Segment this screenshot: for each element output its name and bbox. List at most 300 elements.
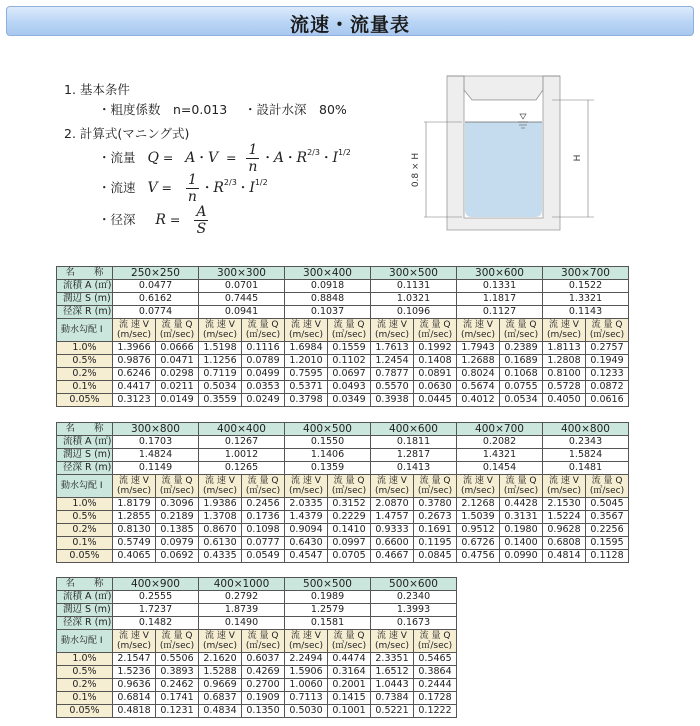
flow-value: 0.3131 xyxy=(500,511,543,524)
velocity-label: 流 速 V xyxy=(205,320,235,330)
flow-label: 流 量 Q xyxy=(333,631,365,641)
velocity-value: 0.8670 xyxy=(199,524,242,537)
flow-label: 流 量 Q xyxy=(419,631,451,641)
velocity-label: 流 速 V xyxy=(377,320,407,330)
velocity-value: 1.5906 xyxy=(285,666,328,679)
velocity-value: 1.7613 xyxy=(371,342,414,355)
flow-label: 流 量 Q xyxy=(161,631,193,641)
velocity-column-header xyxy=(285,319,328,342)
slope-row-label: 0.1% xyxy=(57,381,113,394)
velocity-value: 0.4417 xyxy=(113,381,156,394)
flow-column-header xyxy=(500,319,543,342)
flow-column-header xyxy=(586,475,629,498)
slope-row-label: 1.0% xyxy=(57,653,113,666)
flow-value: 0.3864 xyxy=(414,666,457,679)
velocity-value: 1.0443 xyxy=(371,679,414,692)
area-value: 0.2792 xyxy=(199,591,285,604)
slope-prefix: 動水 xyxy=(61,636,80,646)
roughness-coefficient: ・粗度係数 n=0.013 xyxy=(98,102,228,117)
slope-label: 勾配 I xyxy=(79,636,103,646)
flow-value: 0.1068 xyxy=(500,368,543,381)
row-label-perimeter: 潤辺 S (m) xyxy=(57,604,113,617)
velocity-value: 0.5371 xyxy=(285,381,328,394)
row-label-radius: 径深 R (m) xyxy=(57,617,113,630)
velocity-value: 1.7943 xyxy=(457,342,500,355)
slope-row-label: 1.0% xyxy=(57,342,113,355)
flow-table-3 xyxy=(56,577,457,718)
perimeter-value: 1.3993 xyxy=(371,604,457,617)
velocity-unit: (m/sec) xyxy=(375,330,409,340)
velocity-column-header xyxy=(371,630,414,653)
radius-value: 0.1481 xyxy=(543,462,629,475)
velocity-value: 2.1620 xyxy=(199,653,242,666)
velocity-column-header xyxy=(199,475,242,498)
velocity-unit: (m/sec) xyxy=(203,330,237,340)
radius-value: 0.1127 xyxy=(457,306,543,319)
height-dimension-label: H xyxy=(573,154,583,162)
flow-value: 0.0755 xyxy=(500,381,543,394)
flow-value: 0.1222 xyxy=(414,705,457,718)
radius-value: 0.1454 xyxy=(457,462,543,475)
flow-label: 流 量 Q xyxy=(247,320,279,330)
velocity-value: 1.2688 xyxy=(457,355,500,368)
flow-value: 0.1385 xyxy=(156,524,199,537)
velocity-label: 流 速 V xyxy=(205,476,235,486)
area-value: 0.2082 xyxy=(457,436,543,449)
velocity-value: 1.5236 xyxy=(113,666,156,679)
flow-value: 0.1128 xyxy=(586,550,629,563)
velocity-value: 0.5034 xyxy=(199,381,242,394)
flow-formula: ・流量 Q = A・V = $\frac{1}{n}$ ・A・$R^{2/3}$・$I^{1/2}$ xyxy=(98,142,351,175)
velocity-value: 2.0870 xyxy=(371,498,414,511)
flow-column-header xyxy=(156,630,199,653)
velocity-value: 0.4012 xyxy=(457,394,500,407)
flow-unit: (㎥/sec) xyxy=(589,486,625,496)
velocity-column-header xyxy=(371,475,414,498)
channel-size-header: 400×700 xyxy=(457,423,543,436)
radius-value: 0.1413 xyxy=(371,462,457,475)
area-value: 0.1989 xyxy=(285,591,371,604)
flow-value: 0.5465 xyxy=(414,653,457,666)
perimeter-value: 1.1406 xyxy=(285,449,371,462)
flow-value: 0.0549 xyxy=(242,550,285,563)
velocity-value: 0.9094 xyxy=(285,524,328,537)
flow-column-header xyxy=(242,475,285,498)
velocity-column-header xyxy=(113,475,156,498)
flow-value: 0.1992 xyxy=(414,342,457,355)
flow-value: 0.4428 xyxy=(500,498,543,511)
velocity-unit: (m/sec) xyxy=(461,486,495,496)
channel-size-header: 400×400 xyxy=(199,423,285,436)
area-value: 0.1131 xyxy=(371,280,457,293)
channel-size-header: 300×600 xyxy=(457,267,543,280)
slope-prefix: 動水 xyxy=(61,325,80,335)
flow-value: 0.0789 xyxy=(242,355,285,368)
flow-column-header xyxy=(156,475,199,498)
channel-size-header: 300×700 xyxy=(543,267,629,280)
row-label-perimeter: 潤辺 S (m) xyxy=(57,293,113,306)
velocity-label: 流 速 V xyxy=(291,476,321,486)
velocity-value: 0.6837 xyxy=(199,692,242,705)
velocity-value: 0.9333 xyxy=(371,524,414,537)
flow-unit: (㎥/sec) xyxy=(331,330,367,340)
slope-row-label: 0.5% xyxy=(57,355,113,368)
velocity-value: 1.3708 xyxy=(199,511,242,524)
slope-row-label: 0.5% xyxy=(57,666,113,679)
velocity-label: 流 速 V xyxy=(119,476,149,486)
flow-label: 流 量 Q xyxy=(333,476,365,486)
flow-value: 0.1400 xyxy=(500,537,543,550)
velocity-value: 1.8179 xyxy=(113,498,156,511)
flow-value: 0.0997 xyxy=(328,537,371,550)
flow-unit: (㎥/sec) xyxy=(503,486,539,496)
velocity-column-header xyxy=(285,630,328,653)
flow-column-header xyxy=(328,475,371,498)
area-value: 0.0918 xyxy=(285,280,371,293)
radius-value: 0.1143 xyxy=(543,306,629,319)
flow-value: 0.2757 xyxy=(586,342,629,355)
row-label-area: 流積 A (㎡) xyxy=(57,436,113,449)
velocity-value: 0.5030 xyxy=(285,705,328,718)
area-value: 0.0477 xyxy=(113,280,199,293)
flow-label: 流 量 Q xyxy=(591,320,623,330)
flow-label: 流 量 Q xyxy=(419,476,451,486)
velocity-value: 1.6512 xyxy=(371,666,414,679)
velocity-value: 1.0060 xyxy=(285,679,328,692)
perimeter-value: 0.8848 xyxy=(285,293,371,306)
page-title: 流速・流量表 xyxy=(289,14,410,36)
perimeter-value: 1.0321 xyxy=(371,293,457,306)
flow-value: 0.2001 xyxy=(328,679,371,692)
row-label-slope xyxy=(57,630,113,653)
flow-unit: (㎥/sec) xyxy=(159,641,195,651)
flow-value: 0.4474 xyxy=(328,653,371,666)
velocity-value: 1.5288 xyxy=(199,666,242,679)
flow-column-header xyxy=(414,475,457,498)
velocity-value: 0.6808 xyxy=(543,537,586,550)
velocity-value: 0.4834 xyxy=(199,705,242,718)
velocity-unit: (m/sec) xyxy=(289,486,323,496)
flow-value: 0.0666 xyxy=(156,342,199,355)
slope-row-label: 0.2% xyxy=(57,679,113,692)
velocity-value: 0.3798 xyxy=(285,394,328,407)
perimeter-value: 1.3321 xyxy=(543,293,629,306)
velocity-unit: (m/sec) xyxy=(461,330,495,340)
flow-label: 流 量 Q xyxy=(333,320,365,330)
velocity-value: 0.7877 xyxy=(371,368,414,381)
radius-value: 0.1265 xyxy=(199,462,285,475)
area-value: 0.1522 xyxy=(543,280,629,293)
velocity-value: 1.5224 xyxy=(543,511,586,524)
flow-column-header xyxy=(328,630,371,653)
row-label-radius: 径深 R (m) xyxy=(57,306,113,319)
flow-value: 0.1350 xyxy=(242,705,285,718)
perimeter-value: 1.2579 xyxy=(285,604,371,617)
row-label-area: 流積 A (㎡) xyxy=(57,591,113,604)
flow-value: 0.1116 xyxy=(242,342,285,355)
velocity-label: 流 速 V xyxy=(549,476,579,486)
velocity-value: 1.8113 xyxy=(543,342,586,355)
flow-value: 0.2189 xyxy=(156,511,199,524)
slope-row-label: 0.05% xyxy=(57,550,113,563)
flow-value: 0.2700 xyxy=(242,679,285,692)
formula-heading: 2. 計算式(マニング式) xyxy=(64,126,190,141)
flow-value: 0.0891 xyxy=(414,368,457,381)
flow-value: 0.1949 xyxy=(586,355,629,368)
velocity-label: 流 速 V xyxy=(291,320,321,330)
flow-value: 0.3164 xyxy=(328,666,371,679)
velocity-unit: (m/sec) xyxy=(375,486,409,496)
flow-value: 0.0630 xyxy=(414,381,457,394)
velocity-value: 1.5039 xyxy=(457,511,500,524)
flow-value: 0.1102 xyxy=(328,355,371,368)
velocity-value: 0.9876 xyxy=(113,355,156,368)
velocity-unit: (m/sec) xyxy=(117,641,151,651)
channel-size-header: 250×250 xyxy=(113,267,199,280)
radius-value: 0.1482 xyxy=(113,617,199,630)
channel-size-header: 300×400 xyxy=(285,267,371,280)
flow-value: 0.1410 xyxy=(328,524,371,537)
flow-value: 0.0211 xyxy=(156,381,199,394)
velocity-value: 2.2494 xyxy=(285,653,328,666)
velocity-value: 1.9386 xyxy=(199,498,242,511)
velocity-column-header xyxy=(199,630,242,653)
radius-formula-label: ・径深 xyxy=(98,212,136,227)
row-label-area: 流積 A (㎡) xyxy=(57,280,113,293)
row-label-slope xyxy=(57,475,113,498)
velocity-value: 1.5198 xyxy=(199,342,242,355)
flow-column-header xyxy=(586,319,629,342)
velocity-value: 1.4757 xyxy=(371,511,414,524)
flow-formula-label: ・流量 xyxy=(98,150,136,165)
channel-size-header: 300×500 xyxy=(371,267,457,280)
velocity-column-header xyxy=(457,319,500,342)
basic-conditions-heading: 1. 基本条件 xyxy=(64,82,130,97)
velocity-column-header xyxy=(543,319,586,342)
flow-value: 0.1736 xyxy=(242,511,285,524)
flow-value: 0.2444 xyxy=(414,679,457,692)
flow-value: 0.0445 xyxy=(414,394,457,407)
area-value: 0.1811 xyxy=(371,436,457,449)
velocity-value: 2.1268 xyxy=(457,498,500,511)
flow-value: 0.4269 xyxy=(242,666,285,679)
slope-row-label: 0.05% xyxy=(57,394,113,407)
area-value: 0.1267 xyxy=(199,436,285,449)
flow-column-header xyxy=(414,319,457,342)
velocity-label: 流 速 V xyxy=(291,631,321,641)
flow-value: 0.2673 xyxy=(414,511,457,524)
flow-unit: (㎥/sec) xyxy=(503,330,539,340)
flow-column-header xyxy=(328,319,371,342)
flow-value: 0.0499 xyxy=(242,368,285,381)
channel-size-header: 300×800 xyxy=(113,423,199,436)
flow-value: 0.3893 xyxy=(156,666,199,679)
velocity-value: 0.4335 xyxy=(199,550,242,563)
velocity-unit: (m/sec) xyxy=(289,641,323,651)
flow-value: 0.1001 xyxy=(328,705,371,718)
flow-label: 流 量 Q xyxy=(247,476,279,486)
flow-value: 0.1408 xyxy=(414,355,457,368)
slope-row-label: 0.2% xyxy=(57,368,113,381)
flow-table-1 xyxy=(56,266,629,407)
velocity-label: 流 速 V xyxy=(205,631,235,641)
velocity-value: 0.4814 xyxy=(543,550,586,563)
channel-size-header: 400×600 xyxy=(371,423,457,436)
velocity-label: 流 速 V xyxy=(463,320,493,330)
flow-value: 0.1689 xyxy=(500,355,543,368)
flow-value: 0.1909 xyxy=(242,692,285,705)
velocity-value: 0.6246 xyxy=(113,368,156,381)
flow-value: 0.0692 xyxy=(156,550,199,563)
velocity-value: 0.5749 xyxy=(113,537,156,550)
velocity-value: 0.6600 xyxy=(371,537,414,550)
velocity-value: 0.4818 xyxy=(113,705,156,718)
flow-value: 0.5506 xyxy=(156,653,199,666)
velocity-value: 1.2855 xyxy=(113,511,156,524)
velocity-label: 流 速 V xyxy=(549,320,579,330)
velocity-value: 0.9512 xyxy=(457,524,500,537)
velocity-value: 0.7113 xyxy=(285,692,328,705)
perimeter-value: 0.6162 xyxy=(113,293,199,306)
slope-row-label: 0.2% xyxy=(57,524,113,537)
flow-value: 0.3096 xyxy=(156,498,199,511)
velocity-value: 1.4379 xyxy=(285,511,328,524)
channel-size-header: 400×800 xyxy=(543,423,629,436)
area-value: 0.2555 xyxy=(113,591,199,604)
flow-value: 0.2456 xyxy=(242,498,285,511)
velocity-value: 0.6814 xyxy=(113,692,156,705)
flow-unit: (㎥/sec) xyxy=(245,486,281,496)
flow-unit: (㎥/sec) xyxy=(159,486,195,496)
flow-label: 流 量 Q xyxy=(505,476,537,486)
velocity-value: 0.6130 xyxy=(199,537,242,550)
radius-value: 0.1149 xyxy=(113,462,199,475)
velocity-value: 0.8130 xyxy=(113,524,156,537)
velocity-unit: (m/sec) xyxy=(117,330,151,340)
radius-value: 0.1673 xyxy=(371,617,457,630)
velocity-column-header xyxy=(457,475,500,498)
row-label-perimeter: 潤辺 S (m) xyxy=(57,449,113,462)
flow-value: 0.3152 xyxy=(328,498,371,511)
velocity-value: 0.7119 xyxy=(199,368,242,381)
flow-value: 0.1559 xyxy=(328,342,371,355)
area-value: 0.1550 xyxy=(285,436,371,449)
slope-row-label: 0.1% xyxy=(57,692,113,705)
perimeter-value: 1.4824 xyxy=(113,449,199,462)
velocity-value: 0.4547 xyxy=(285,550,328,563)
design-water-depth: ・設計水深 80% xyxy=(244,102,347,117)
flow-unit: (㎥/sec) xyxy=(417,641,453,651)
flow-value: 0.1231 xyxy=(156,705,199,718)
channel-size-header: 400×900 xyxy=(113,578,199,591)
velocity-value: 0.9669 xyxy=(199,679,242,692)
velocity-unit: (m/sec) xyxy=(117,486,151,496)
velocity-unit: (m/sec) xyxy=(547,330,581,340)
flow-unit: (㎥/sec) xyxy=(331,641,367,651)
velocity-unit: (m/sec) xyxy=(547,486,581,496)
velocity-value: 2.1547 xyxy=(113,653,156,666)
flow-value: 0.0534 xyxy=(500,394,543,407)
perimeter-value: 1.7237 xyxy=(113,604,199,617)
radius-value: 0.1037 xyxy=(285,306,371,319)
velocity-value: 0.8024 xyxy=(457,368,500,381)
flow-value: 0.0616 xyxy=(586,394,629,407)
area-value: 0.1331 xyxy=(457,280,543,293)
slope-prefix: 動水 xyxy=(61,481,80,491)
flow-value: 0.1728 xyxy=(414,692,457,705)
flow-value: 0.0349 xyxy=(328,394,371,407)
channel-size-header: 300×300 xyxy=(199,267,285,280)
flow-label: 流 量 Q xyxy=(247,631,279,641)
flow-value: 0.0697 xyxy=(328,368,371,381)
velocity-value: 0.7384 xyxy=(371,692,414,705)
velocity-value: 0.4065 xyxy=(113,550,156,563)
velocity-value: 1.3966 xyxy=(113,342,156,355)
flow-unit: (㎥/sec) xyxy=(417,330,453,340)
velocity-label: 流 速 V xyxy=(377,476,407,486)
row-label-radius: 径深 R (m) xyxy=(57,462,113,475)
row-label-name: 名 称 xyxy=(57,578,113,591)
perimeter-value: 1.5824 xyxy=(543,449,629,462)
flow-value: 0.0353 xyxy=(242,381,285,394)
flow-column-header xyxy=(156,319,199,342)
area-value: 0.0701 xyxy=(199,280,285,293)
velocity-value: 1.2010 xyxy=(285,355,328,368)
flow-unit: (㎥/sec) xyxy=(159,330,195,340)
area-value: 0.1703 xyxy=(113,436,199,449)
velocity-unit: (m/sec) xyxy=(375,641,409,651)
perimeter-value: 1.4321 xyxy=(457,449,543,462)
flow-column-header xyxy=(414,630,457,653)
flow-unit: (㎥/sec) xyxy=(331,486,367,496)
slope-row-label: 0.1% xyxy=(57,537,113,550)
velocity-formula-label: ・流速 xyxy=(98,180,136,195)
flow-value: 0.3780 xyxy=(414,498,457,511)
radius-value: 0.1490 xyxy=(199,617,285,630)
flow-value: 0.0705 xyxy=(328,550,371,563)
area-value: 0.2340 xyxy=(371,591,457,604)
radius-value: 0.0941 xyxy=(199,306,285,319)
velocity-column-header xyxy=(543,475,586,498)
velocity-label: 流 速 V xyxy=(119,320,149,330)
velocity-value: 1.6984 xyxy=(285,342,328,355)
velocity-value: 1.1256 xyxy=(199,355,242,368)
velocity-label: 流 速 V xyxy=(119,631,149,641)
title-bar xyxy=(6,6,694,36)
flow-value: 0.0149 xyxy=(156,394,199,407)
velocity-unit: (m/sec) xyxy=(289,330,323,340)
velocity-unit: (m/sec) xyxy=(203,641,237,651)
flow-value: 0.1415 xyxy=(328,692,371,705)
velocity-value: 0.9636 xyxy=(113,679,156,692)
flow-value: 0.2389 xyxy=(500,342,543,355)
velocity-value: 1.2808 xyxy=(543,355,586,368)
velocity-unit: (m/sec) xyxy=(203,486,237,496)
flow-value: 0.0872 xyxy=(586,381,629,394)
slope-row-label: 1.0% xyxy=(57,498,113,511)
flow-column-header xyxy=(242,319,285,342)
flow-unit: (㎥/sec) xyxy=(245,330,281,340)
flow-value: 0.0298 xyxy=(156,368,199,381)
flow-column-header xyxy=(500,475,543,498)
flow-table-2 xyxy=(56,422,629,563)
perimeter-value: 1.2817 xyxy=(371,449,457,462)
velocity-value: 0.5221 xyxy=(371,705,414,718)
flow-value: 0.1741 xyxy=(156,692,199,705)
flow-value: 0.0845 xyxy=(414,550,457,563)
perimeter-value: 1.8739 xyxy=(199,604,285,617)
velocity-value: 0.9628 xyxy=(543,524,586,537)
